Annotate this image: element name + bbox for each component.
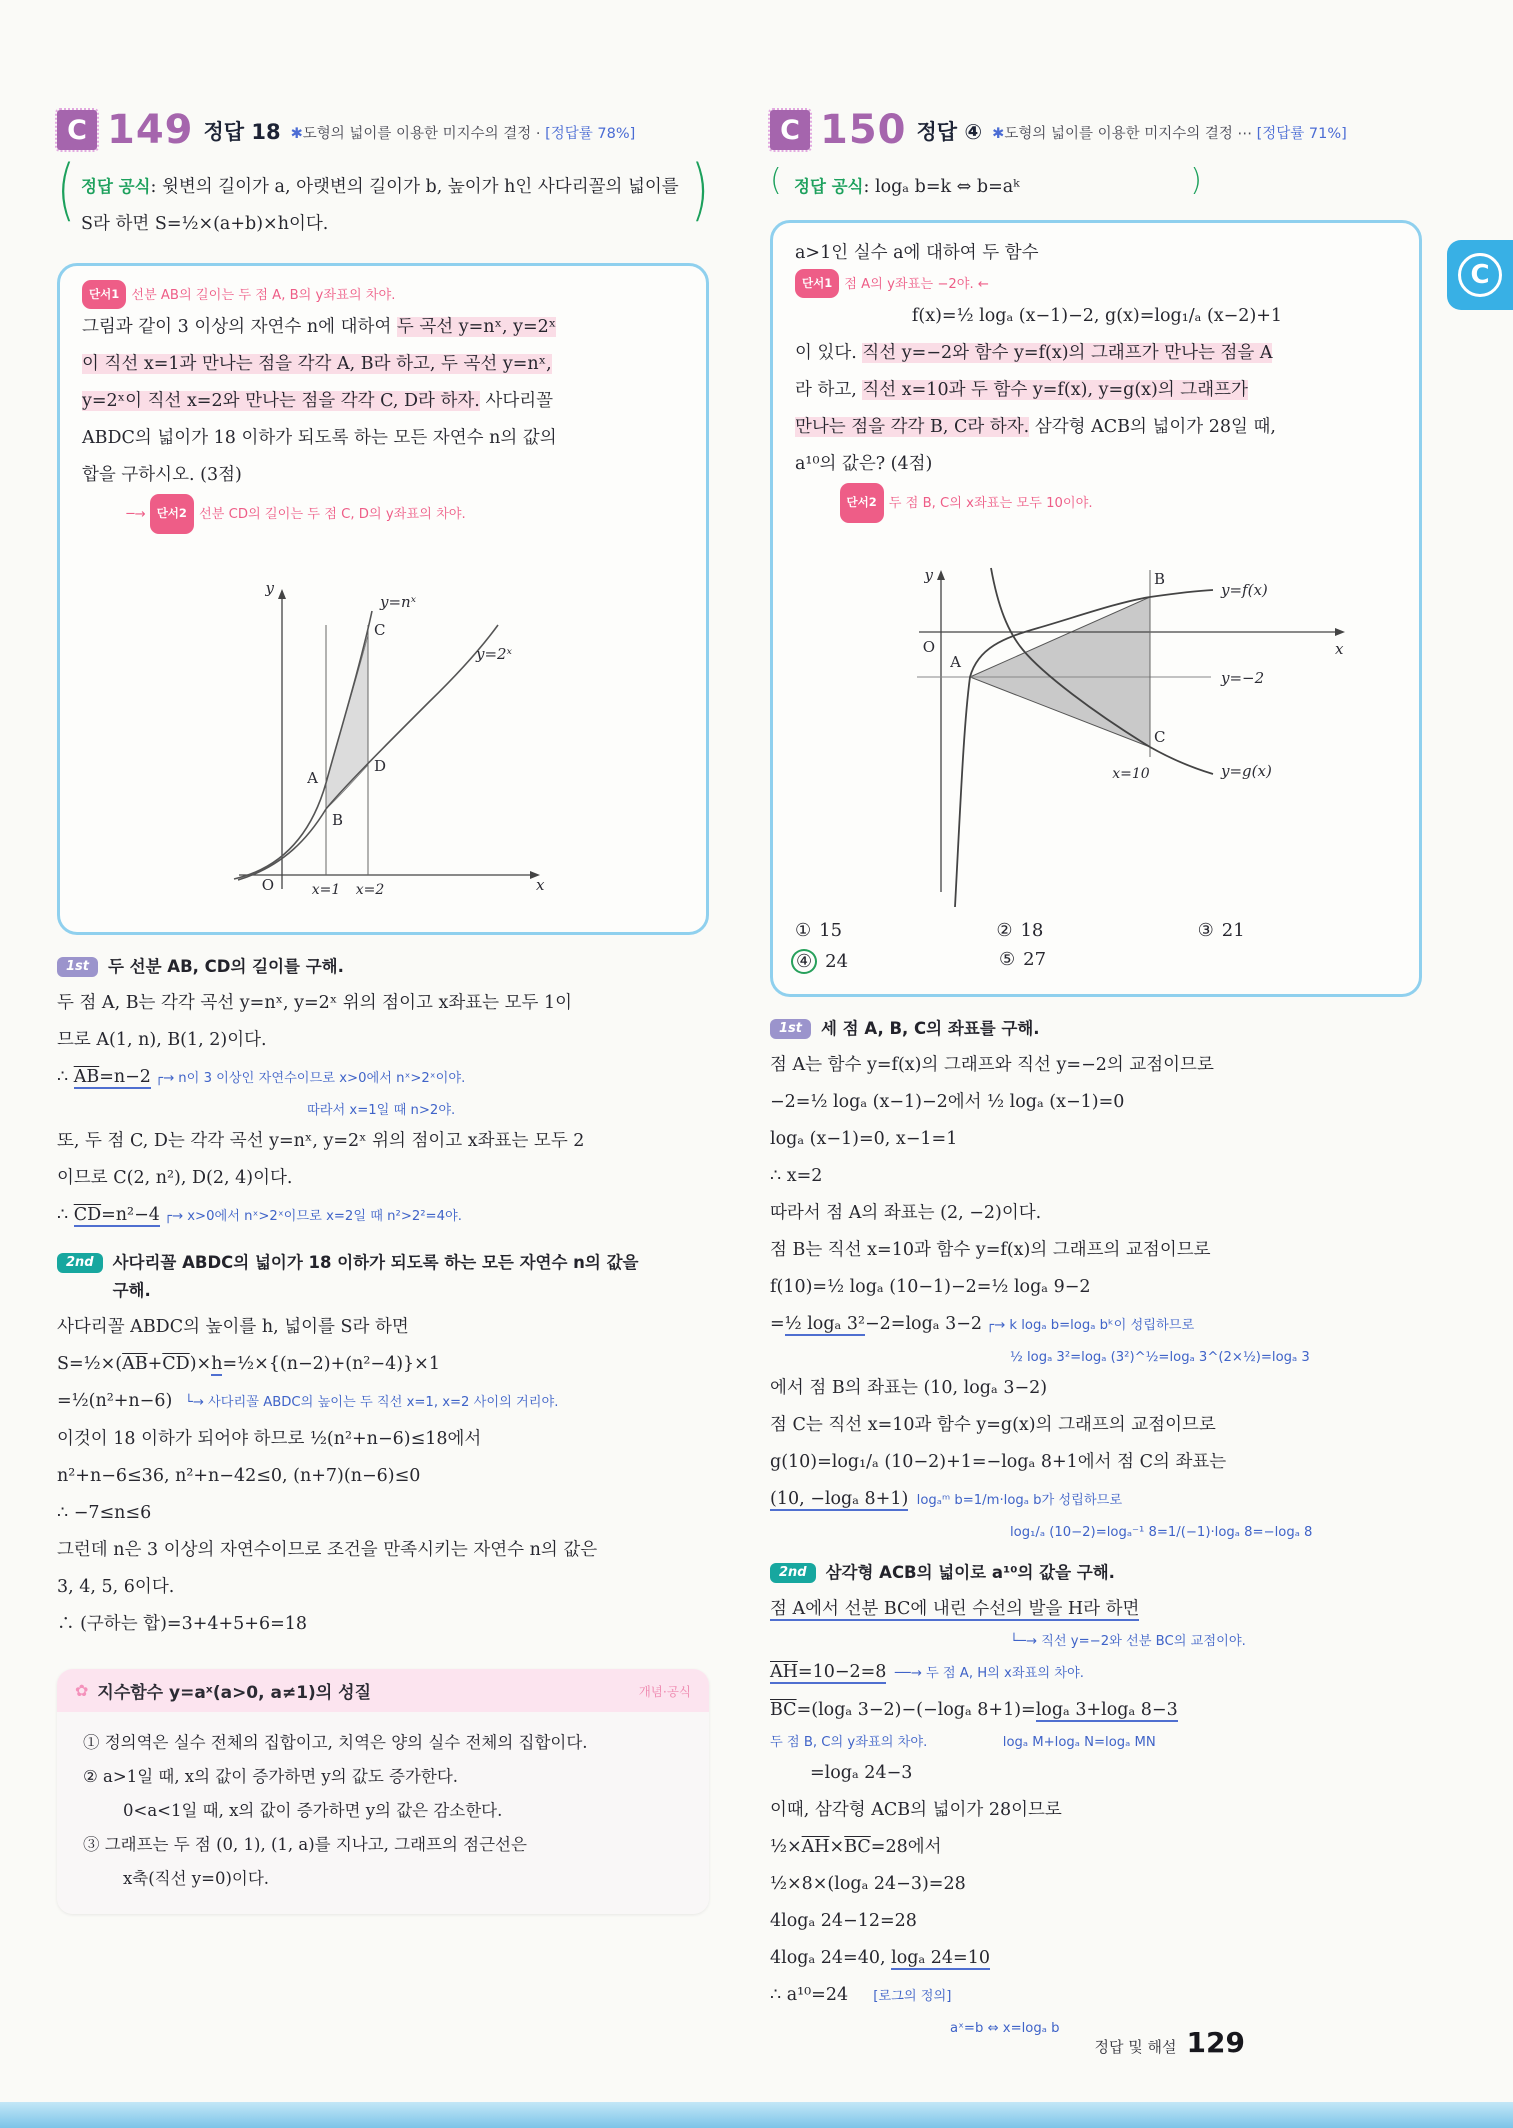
difficulty-badge: C <box>770 110 810 150</box>
star-icon: ✱ <box>290 126 303 142</box>
clue-1-badge: 단서1 <box>82 280 126 309</box>
solution-line: 사다리꼴 ABDC의 높이를 h, 넓이를 S라 하면 <box>57 1317 409 1337</box>
solution-line: (10, −logₐ 8+1) logₐᵐ b=1/m·logₐ b가 성립하므로 <box>770 1489 1123 1509</box>
solution-line: 이것이 18 이하가 되어야 하므로 ½(n²+n−6)≤18에서 <box>57 1429 482 1449</box>
option-2-number: ② <box>996 920 1013 941</box>
concept-box <box>57 1669 709 1914</box>
shaded-triangle-ACB <box>970 597 1150 747</box>
formula-label: 정답 공식 <box>794 177 864 196</box>
option-5-value: 27 <box>1023 949 1047 970</box>
problem-text-line: a>1인 실수 a에 대하여 두 함수 <box>795 243 1039 263</box>
options-row-2 <box>795 949 1399 974</box>
column-150 <box>770 104 1422 2041</box>
origin-label: O <box>261 876 274 894</box>
y-axis-label: y <box>265 579 274 597</box>
solution-line: −2=½ logₐ (x−1)−2에서 ½ logₐ (x−1)=0 <box>770 1092 1125 1112</box>
solution-line: ∴ x=2 <box>770 1166 823 1186</box>
curve-2-label: y=2ˣ <box>476 645 512 663</box>
option-3-value: 21 <box>1221 920 1245 941</box>
solution-150-step1-head <box>770 1015 1422 1043</box>
concept-item: x축(직선 y=0)이다. <box>123 1869 270 1888</box>
problem-text-line: 라 하고, 직선 x=10과 두 함수 y=f(x), y=g(x)의 그래프가 <box>795 380 1248 400</box>
chapter-side-tab <box>1447 240 1513 310</box>
clue-2-text: 두 점 B, C의 x좌표는 모두 10이야. <box>888 496 1093 511</box>
concept-item: 0<a<1일 때, x의 값이 증가하면 y의 값은 감소한다. <box>123 1801 503 1820</box>
graph-149 <box>214 577 554 912</box>
page-bottom-strip <box>0 2102 1513 2128</box>
formula-line <box>794 168 1396 206</box>
shaded-trapezoid-ABDC <box>326 635 368 809</box>
option-1 <box>795 920 996 941</box>
topic-text: 도형의 넓이를 이용한 미지수의 결정 <box>302 126 532 142</box>
x10-label: x=10 <box>1112 766 1150 782</box>
solution-annotation: 두 점 B, C의 y좌표의 차야. logₐ M+logₐ N=logₐ MN <box>770 1735 1156 1750</box>
separator: · <box>535 126 541 142</box>
point-D-label: D <box>374 757 387 775</box>
option-5-number: ⑤ <box>999 949 1016 970</box>
option-5 <box>999 949 1203 974</box>
solution-annotation: 따라서 x=1일 때 n>2야. <box>307 1103 456 1118</box>
origin-label: O <box>922 638 935 656</box>
solution-line: 에서 점 B의 좌표는 (10, logₐ 3−2) <box>770 1378 1048 1398</box>
answer-rate: [정답률 71%] <box>1256 126 1347 142</box>
answer-label: 정답 ④ <box>916 120 983 144</box>
problem-text-line: 이 있다. 직선 y=−2와 함수 y=f(x)의 그래프가 만나는 점을 A <box>795 343 1273 363</box>
solution-line: $S=\frac{1}{2}\times(\overline{AB}+\overline{CD})\times h=\frac{1}{2}\times\{(n-2)+(n^2-4)\}\times 1$ <box>57 1354 440 1374</box>
solution-line: ∴ −7≤n≤6 <box>57 1503 152 1523</box>
problem-149-box <box>57 263 709 935</box>
solution-line: ∴ $\overline{CD}=n^2-4$ ┌→ x>0에서 nˣ>2ˣ이므로 x=2일 때 n²>2²=4야. <box>57 1205 462 1225</box>
option-4-correct <box>795 949 999 974</box>
solution-line: 이때, 삼각형 ACB의 넓이가 28이므로 <box>770 1800 1062 1820</box>
footer-label: 정답 및 해설 <box>1094 2038 1177 2056</box>
formula-text: : logₐ b=k ⇔ b=aᵏ <box>863 177 1020 197</box>
concept-box-header <box>57 1669 709 1712</box>
step-2-title <box>113 1249 639 1305</box>
solution-line: ∴ a¹⁰=24 [로그의 정의] <box>770 1985 952 2005</box>
step-1-badge: 1st <box>770 1019 811 1039</box>
solution-line: f(10)=½ logₐ (10−1)−2=½ logₐ 9−2 <box>770 1277 1091 1297</box>
step-2-title-line2: 구해. <box>112 1281 151 1300</box>
solution-annotation: aˣ=b ⇔ x=logₐ b <box>950 2021 1060 2036</box>
solution-line: 점 A에서 선분 BC에 내린 수선의 발을 H라 하면 <box>770 1599 1140 1619</box>
point-B-label: B <box>1154 570 1166 588</box>
clue-2-badge: 단서2 <box>840 483 884 523</box>
graph-150 <box>903 562 1373 912</box>
page-footer <box>1095 2026 1245 2059</box>
option-1-number: ① <box>795 920 812 941</box>
topic-text: 도형의 넓이를 이용한 미지수의 결정 <box>1004 126 1233 142</box>
concept-item: ② a>1일 때, x의 값이 증가하면 y의 값도 증가한다. <box>83 1767 459 1786</box>
concept-tag: 개념·공식 <box>638 1683 691 1699</box>
solution-149-step1-head <box>57 953 709 981</box>
solution-annotation: log₁/ₐ (10−2)=logₐ⁻¹ 8=1/(−1)·logₐ 8=−logₐ 8 <box>1010 1525 1313 1540</box>
concept-item: ① 정의역은 실수 전체의 집합이고, 치역은 양의 실수 전체의 집합이다. <box>83 1733 588 1752</box>
y-axis-label: y <box>924 566 933 584</box>
x-axis-label: x <box>536 876 545 894</box>
solution-150-step2-head <box>770 1559 1422 1587</box>
curve-g-label: y=g(x) <box>1221 762 1272 780</box>
step-2-title: 삼각형 ACB의 넓이로 a¹⁰의 값을 구해. <box>825 1563 1115 1582</box>
topic-label <box>291 122 636 150</box>
problem-text-line <box>82 457 686 571</box>
solution-annotation: └─→ 직선 y=−2와 선분 BC의 교점이야. <box>1010 1634 1246 1649</box>
clue-2-badge: 단서2 <box>150 494 194 534</box>
answer-label: 정답 18 <box>203 120 281 144</box>
solution-line: $\frac{1}{2}\times\overline{AH}\times\overline{BC}=28$에서 <box>770 1837 942 1857</box>
problem-text-line: 만나는 점을 각각 B, C라 하자. 삼각형 ACB의 넓이가 28일 때, <box>795 417 1276 437</box>
formula-label: 정답 공식 <box>81 177 151 196</box>
problem-number: 149 <box>107 107 194 153</box>
formula-line-2: S라 하면 S=½×(a+b)×h이다. <box>81 214 329 234</box>
clue-1-line <box>795 269 1399 298</box>
difficulty-badge: C <box>57 110 97 150</box>
step-2-badge: 2nd <box>57 1253 103 1273</box>
solution-line: $\overline{AH}=10-2=8$ ──→ 두 점 A, H의 x좌표의 차야. <box>770 1662 1084 1682</box>
chapter-letter: C <box>1458 253 1502 297</box>
clue-1-text: 선분 AB의 길이는 두 점 A, B의 y좌표의 차야. <box>131 288 396 303</box>
flower-icon: ✿ <box>75 1681 89 1700</box>
problem-150-box <box>770 220 1422 997</box>
solution-line: 4logₐ 24−12=28 <box>770 1911 917 1931</box>
solution-line: 또, 두 점 C, D는 각각 곡선 y=nˣ, y=2ˣ 위의 점이고 x좌표는 모두 2 <box>57 1131 585 1151</box>
problem-formula-line: f(x)=½ logₐ (x−1)−2, g(x)=log₁/ₐ (x−2)+1 <box>911 306 1283 326</box>
concept-title: 지수함수 y=aˣ(a>0, a≠1)의 성질 <box>97 1683 372 1703</box>
clue-1-text: 점 A의 y좌표는 −2야. ← <box>844 277 989 292</box>
solution-line: ∴ $\overline{AB}=n-2$ ┌→ n이 3 이상인 자연수이므로 x>0에서 nˣ>2ˣ이야. <box>57 1067 466 1087</box>
option-3-number: ③ <box>1197 920 1214 941</box>
formula-line-1 <box>81 168 683 206</box>
problem-number: 150 <box>820 107 907 153</box>
point-B-label: B <box>332 811 344 829</box>
solution-line: 이므로 C(2, n²), D(2, 4)이다. <box>57 1168 293 1188</box>
x-axis-arrow <box>1335 628 1345 636</box>
clue-1-line <box>82 280 686 309</box>
problem-text-line: 그림과 같이 3 이상의 자연수 n에 대하여 두 곡선 y=nˣ, y=2ˣ <box>82 317 557 337</box>
line-y-minus2-label: y=−2 <box>1221 669 1265 687</box>
problem-149-header <box>57 104 709 153</box>
step-2-title-line1: 사다리꼴 ABDC의 넓이가 18 이하가 되도록 하는 모든 자연수 n의 값을 <box>112 1253 639 1272</box>
option-2-value: 18 <box>1020 920 1044 941</box>
footer-page-number: 129 <box>1186 2026 1245 2059</box>
answer-rate: [정답률 78%] <box>545 126 636 142</box>
solution-line: 따라서 점 A의 좌표는 (2, −2)이다. <box>770 1203 1042 1223</box>
separator: ⋯ <box>1237 126 1252 142</box>
solution-line: logₐ (x−1)=0, x−1=1 <box>770 1129 958 1149</box>
option-3 <box>1198 920 1399 941</box>
solution-line: 점 B는 직선 x=10과 함수 y=f(x)의 그래프의 교점이므로 <box>770 1240 1211 1260</box>
problem-text-line: y=2ˣ이 직선 x=2와 만나는 점을 각각 C, D라 하자. 사다리꼴 <box>82 391 554 411</box>
point-A-label: A <box>307 769 318 787</box>
problem-150-header <box>770 104 1422 153</box>
curve-n-label: y=nˣ <box>380 593 417 611</box>
option-4-value: 24 <box>825 951 849 972</box>
problem-text-line: ABDC의 넓이가 18 이하가 되도록 하는 모든 자연수 n의 값의 <box>82 428 557 448</box>
solution-line: 4logₐ 24=40, logₐ 24=10 <box>770 1948 990 1968</box>
topic-label <box>992 122 1347 150</box>
solution-line: 3, 4, 5, 6이다. <box>57 1577 175 1597</box>
clue-2-text: 선분 CD의 길이는 두 점 C, D의 y좌표의 차야. <box>198 507 466 522</box>
curve-f-label: y=f(x) <box>1221 581 1268 599</box>
option-2 <box>996 920 1197 941</box>
step-1-title: 세 점 A, B, C의 좌표를 구해. <box>821 1019 1040 1038</box>
column-149 <box>57 104 709 1914</box>
solution-line: 므로 A(1, n), B(1, 2)이다. <box>57 1030 267 1050</box>
problem-text-line <box>795 446 1399 560</box>
step-1-badge: 1st <box>57 957 98 977</box>
green-paren-left: ( <box>57 150 75 229</box>
solution-line: g(10)=log₁/ₐ (10−2)+1=−logₐ 8+1에서 점 C의 좌표는 <box>770 1452 1227 1472</box>
clue-1-badge: 단서1 <box>795 269 839 298</box>
green-paren-right: ) <box>691 150 709 229</box>
answer-formula-150 <box>770 164 1422 210</box>
star-icon: ✱ <box>992 126 1005 142</box>
x1-label: x=1 <box>311 882 341 898</box>
options-row-1 <box>795 920 1399 941</box>
point-C-label: C <box>1154 728 1166 746</box>
solution-line: =½ logₐ 3²−2=logₐ 3−2 ┌→ k logₐ b=logₐ bᵏ이 성립하므로 <box>770 1314 1195 1334</box>
solution-line: =½(n²+n−6) └→ 사다리꼴 ABDC의 높이는 두 직선 x=1, x=2 사이의 거리야. <box>57 1391 559 1411</box>
solution-line: 점 C는 직선 x=10과 함수 y=g(x)의 그래프의 교점이므로 <box>770 1415 1216 1435</box>
solution-line: 두 점 A, B는 각각 곡선 y=nˣ, y=2ˣ 위의 점이고 x좌표는 모두 1이 <box>57 993 573 1013</box>
solution-line: ∴ (구하는 합)=3+4+5+6=18 <box>57 1614 308 1634</box>
x-axis-label: x <box>1335 640 1344 658</box>
solution-line: n²+n−6≤36, n²+n−42≤0, (n+7)(n−6)≤0 <box>57 1466 421 1486</box>
solution-line: ½×8×(logₐ 24−3)=28 <box>770 1874 966 1894</box>
x2-label: x=2 <box>355 882 385 898</box>
solution-line: $\overline{BC}=(\log_a$ 3−2)−(−logₐ 8+1)=logₐ 3+logₐ 8−3 <box>770 1700 1178 1720</box>
green-paren-left: ( <box>770 163 782 198</box>
solution-line: 그런데 n은 3 이상의 자연수이므로 조건을 만족시키는 자연수 n의 값은 <box>57 1540 598 1560</box>
solution-annotation: ½ logₐ 3²=logₐ (3²)^½=logₐ 3^(2×½)=logₐ 3 <box>1010 1350 1310 1365</box>
y-axis-arrow <box>278 589 286 599</box>
solution-line: 점 A는 함수 y=f(x)의 그래프와 직선 y=−2의 교점이므로 <box>770 1055 1214 1075</box>
option-4-number-circled: ④ <box>791 949 817 974</box>
formula-text-1: : 윗변의 길이가 a, 아랫변의 길이가 b, 높이가 h인 사다리꼴의 넓이를 <box>150 177 679 197</box>
problem-text: a¹⁰의 값은? (4점) <box>795 454 933 474</box>
point-C-label: C <box>374 621 386 639</box>
green-paren-right: ) <box>1190 163 1202 198</box>
answer-formula-149 <box>57 150 709 247</box>
y-axis-arrow <box>937 570 945 580</box>
concept-item: ③ 그래프는 두 점 (0, 1), (1, a)를 지나고, 그래프의 점근선은 <box>83 1835 527 1854</box>
problem-text-line: 이 직선 x=1과 만나는 점을 각각 A, B라 하고, 두 곡선 y=nˣ, <box>82 354 552 374</box>
point-A-label: A <box>950 653 961 671</box>
solution-149-step2-head <box>57 1249 709 1305</box>
option-1-value: 15 <box>819 920 843 941</box>
step-2-badge: 2nd <box>770 1563 816 1583</box>
step-1-title: 두 선분 AB, CD의 길이를 구해. <box>108 957 344 976</box>
problem-text: 합을 구하시오. (3점) <box>82 465 242 485</box>
clue-2-arrow: ─→ <box>126 507 150 522</box>
solution-line: =logₐ 24−3 <box>810 1763 913 1783</box>
concept-box-body <box>57 1712 709 1914</box>
